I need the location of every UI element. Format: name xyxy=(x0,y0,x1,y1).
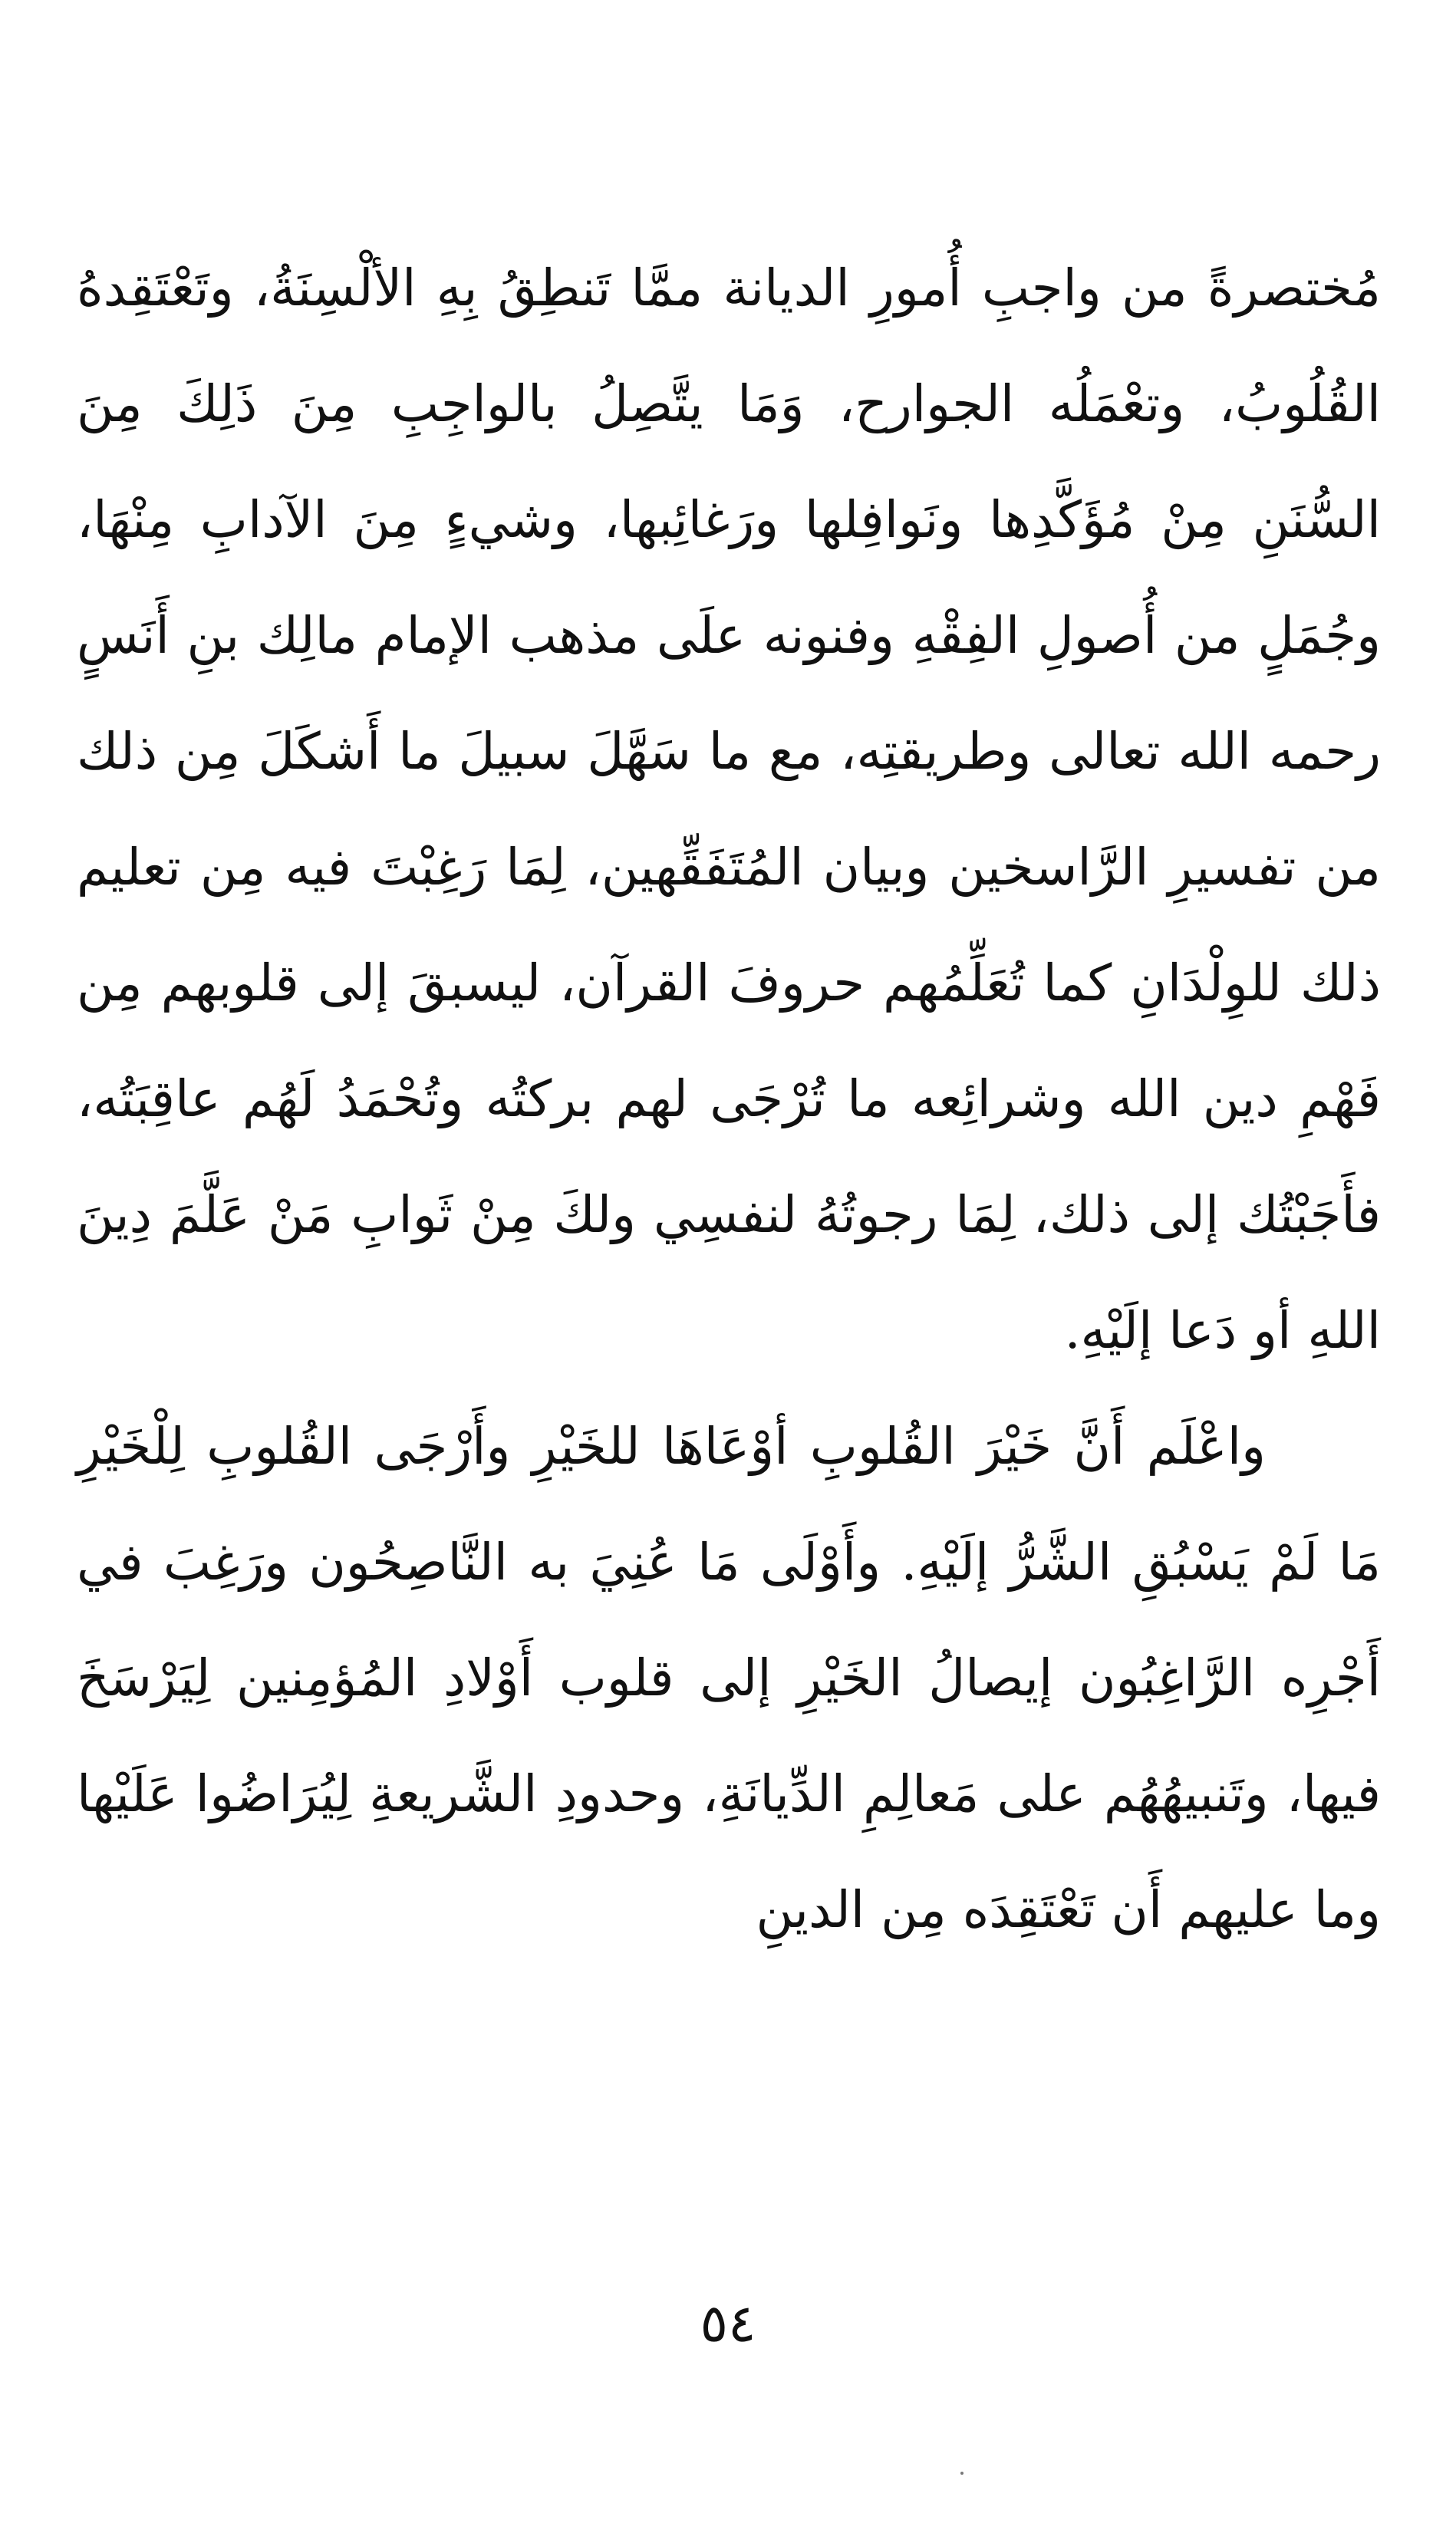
paragraph-2: واعْلَم أَنَّ خَيْرَ القُلوبِ أوْعَاهَا للخَيْرِ وأَرْجَى القُلوبِ لِلْخَيْرِ مَا لَمْ يَسْبُقِ الشَّرُّ إلَيْهِ. وأَوْلَى مَا عُنِيَ به النَّاصِحُون ورَغِبَ في أَجْرِه الرَّاغِبُون إيصالُ الخَيْرِ إلى قلوب أَوْلادِ المُؤمِنين لِيَرْسَخَ فيها، وتَنبيهُهُم على مَعالِمِ الدِّيانَةِ، وحدودِ الشَّريعةِ لِيُرَاضُوا عَلَيْها وما عليهم أَن تَعْتَقِدَه مِن الدينِ xyxy=(77,1417,1381,1939)
scan-speck xyxy=(960,2472,964,2475)
body-text xyxy=(77,230,1381,1968)
paragraph-1: مُختصرةً من واجبِ أُمورِ الديانة ممَّا تَنطِقُ بِهِ الألْسِنَةُ، وتَعْتَقِدهُ القُلُوبُ، وتعْمَلُه الجوارح، وَمَا يتَّصِلُ بالواجِبِ مِنَ ذَلِكَ مِنَ السُّنَنِ مِنْ مُؤَكَّدِها ونَوافِلها ورَغائِبها، وشيءٍ مِنَ الآدابِ مِنْهَا، وجُمَلٍ من أُصولِ الفِقْهِ وفنونه علَى مذهب الإمام مالِك بنِ أَنَسٍ رحمه الله تعالى وطريقتِه، مع ما سَهَّلَ سبيلَ ما أَشكَلَ مِن ذلك من تفسيرِ الرَّاسخين وبيان المُتَفَقِّهين، لِمَا رَغِبْتَ فيه مِن تعليم ذلك للوِلْدَانِ كما تُعَلِّمُهم حروفَ القرآن، ليسبقَ إلى قلوبهم مِن فَهْمِ دين الله وشرائِعه ما تُرْجَى لهم بركتُه وتُحْمَدُ لَهُم عاقِبَتُه، فأَجَبْتُك إلى ذلك، لِمَا رجوتُهُ لنفسِي ولكَ مِنْ ثَوابِ مَنْ عَلَّمَ دِينَ اللهِ أو دَعا إلَيْهِ. xyxy=(77,259,1381,1360)
page-number: ٥٤ xyxy=(700,2294,756,2354)
